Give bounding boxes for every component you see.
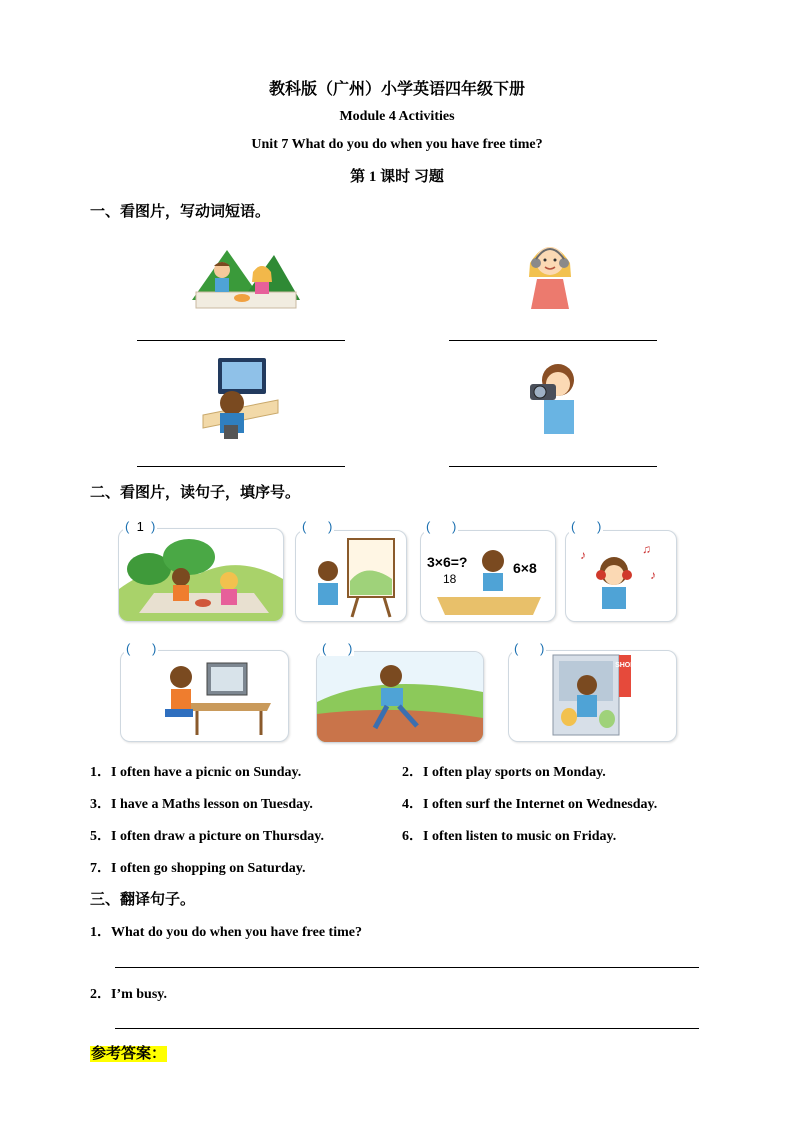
girl-music-illustration	[515, 233, 585, 311]
worksheet-title: 教科版（广州）小学英语四年级下册	[268, 81, 525, 98]
shop-sign-text: SHOP	[615, 662, 635, 669]
maths-equation-2-text: 6×8	[513, 560, 537, 576]
section3-heading: 三、翻译句子。	[90, 892, 196, 908]
card-picnic	[118, 528, 284, 622]
card-sports	[316, 651, 484, 743]
answers-label-wrap	[90, 1042, 167, 1063]
answer-line-1[interactable]	[137, 340, 345, 341]
section1-heading: 一、看图片，写动词短语。	[90, 204, 271, 220]
maths-equation-text: 3×6=?	[427, 554, 468, 570]
answers-label: 参考答案：	[91, 1046, 167, 1062]
computer-scene-image	[121, 651, 288, 741]
card-1-number-blank[interactable]: ( 1 )	[125, 519, 156, 534]
sentence-5: 5．I often draw a picture on Thursday.	[90, 829, 325, 844]
module-title: Module 4 Activities	[339, 109, 455, 124]
card-maths	[420, 530, 556, 622]
card-1-number: 1	[136, 519, 144, 534]
picnic-illustration	[182, 230, 302, 310]
card-2-number-blank[interactable]: ( )	[302, 519, 333, 534]
card-3-number-blank[interactable]: ( )	[426, 519, 457, 534]
lesson-title: 第 1 课时 习题	[350, 169, 444, 185]
sentence-3: 3．I have a Maths lesson on Tuesday.	[90, 797, 313, 812]
maths-answer-text: 18	[443, 572, 457, 586]
translate-answer-line-1[interactable]	[115, 967, 699, 968]
answer-line-4[interactable]	[449, 466, 657, 467]
card-shopping	[508, 650, 677, 742]
music-note-icon: ♪	[580, 548, 586, 562]
sentence-6: 6．I often listen to music on Friday.	[402, 829, 617, 844]
translate-item-1: 1．What do you do when you have free time?	[90, 925, 362, 940]
sentence-7: 7．I often go shopping on Saturday.	[90, 861, 306, 876]
sentence-2: 2．I often play sports on Monday.	[402, 765, 606, 780]
translate-answer-line-2[interactable]	[115, 1028, 699, 1029]
drawing-scene-image	[296, 531, 406, 621]
card-5-number-blank[interactable]: ( )	[126, 641, 157, 656]
music-note-icon: ♪	[650, 568, 656, 582]
section2-heading: 二、看图片，读句子，填序号。	[90, 485, 301, 501]
sentence-1: 1．I often have a picnic on Sunday.	[90, 765, 302, 780]
card-music	[565, 530, 677, 622]
card-6-number-blank[interactable]: ( )	[322, 641, 353, 656]
answer-line-2[interactable]	[449, 340, 657, 341]
music-scene-image	[566, 531, 676, 621]
unit-title: Unit 7 What do you do when you have free time?	[251, 137, 543, 152]
computer-illustration	[198, 355, 284, 440]
card-computer	[120, 650, 289, 742]
translate-item-2: 2．I’m busy.	[90, 987, 168, 1002]
camera-illustration	[520, 360, 584, 436]
card-drawing	[295, 530, 407, 622]
picnic-scene-image	[119, 529, 283, 621]
card-4-number-blank[interactable]: ( )	[571, 519, 602, 534]
answer-line-3[interactable]	[137, 466, 345, 467]
maths-scene-image	[421, 531, 555, 621]
shopping-scene-image	[509, 651, 676, 741]
sports-scene-image	[317, 652, 483, 742]
sentence-4: 4．I often surf the Internet on Wednesday.	[402, 797, 658, 812]
card-7-number-blank[interactable]: ( )	[514, 641, 545, 656]
music-note-icon: ♫	[642, 542, 651, 556]
